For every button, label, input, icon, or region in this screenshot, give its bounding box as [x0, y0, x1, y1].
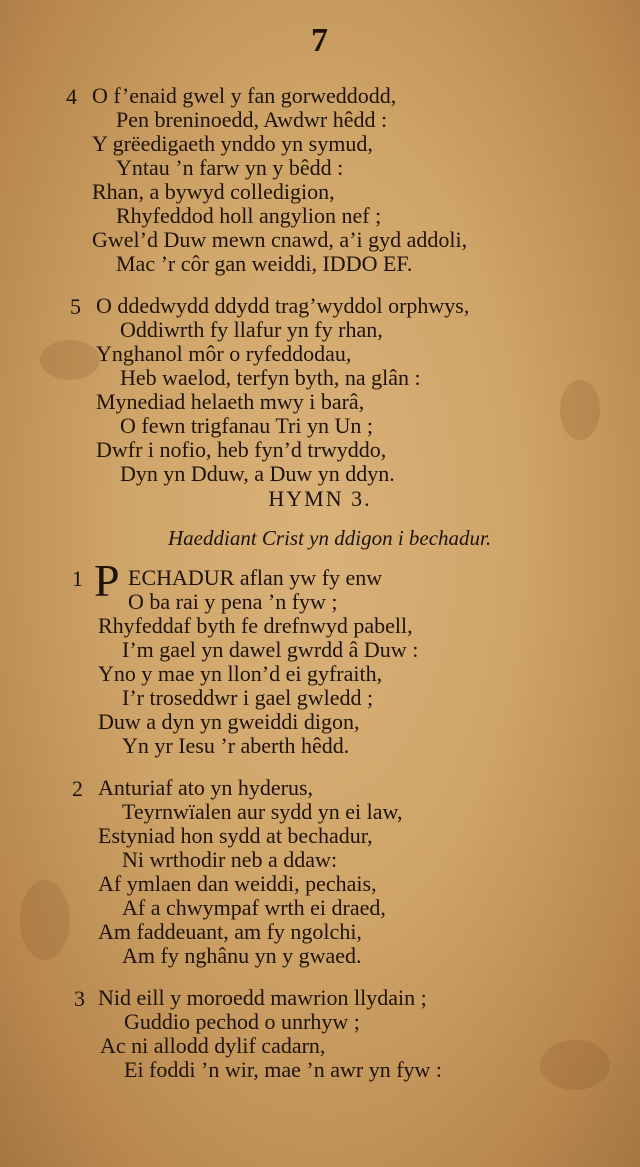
verse-line: Gwel’d Duw mewn cnawd, a’i gyd addoli,	[92, 227, 468, 252]
verse-line: Yntau ’n farw yn y bêdd :	[116, 155, 344, 180]
verse-line: Rhyfeddod holl angylion nef ;	[116, 203, 382, 228]
verse-line: Pen breninoedd, Awdwr hêdd :	[116, 107, 388, 132]
paper-stain	[540, 1040, 610, 1090]
stanza-number: 4	[66, 84, 77, 109]
verse-line: Rhan, a bywyd colledigion,	[92, 179, 335, 204]
verse-line: O ba rai y pena ’n fyw ;	[128, 589, 338, 614]
verse-line: Ac ni allodd dylif cadarn,	[100, 1033, 326, 1058]
verse-line: I’r troseddwr i gael gwledd ;	[122, 685, 374, 710]
verse-line: Duw a dyn yn gweiddi digon,	[98, 709, 360, 734]
verse-line: Guddio pechod o unrhyw ;	[124, 1009, 360, 1034]
verse-line: Ni wrthodir neb a ddaw:	[122, 847, 338, 872]
verse-line: Teyrnwïalen aur sydd yn ei law,	[122, 799, 403, 824]
stanza-number: 1	[72, 566, 83, 591]
drop-cap: P	[94, 555, 120, 606]
verse-line: Dwfr i nofio, heb fyn’d trwyddo,	[96, 437, 387, 462]
first-word: ECHADUR	[128, 565, 235, 590]
verse-line: Ynghanol môr o ryfeddodau,	[96, 341, 352, 366]
verse-line	[128, 566, 382, 590]
verse-line: O fewn trigfanau Tri yn Un ;	[120, 413, 373, 438]
verse-line: Am faddeuant, am fy ngolchi,	[98, 919, 362, 944]
page-number: 7	[311, 22, 329, 59]
verse-line: Heb waelod, terfyn byth, na glân :	[120, 365, 421, 390]
verse-line: Rhyfeddaf byth fe drefnwyd pabell,	[98, 613, 413, 638]
paper-stain	[20, 880, 70, 960]
stanza-number: 3	[74, 986, 85, 1011]
verse-line: Mac ’r côr gan weiddi, IDDO EF.	[116, 251, 413, 276]
paper-stain	[40, 340, 100, 380]
verse-line: O f’enaid gwel y fan gorweddodd,	[92, 83, 397, 108]
verse-line: Dyn yn Dduw, a Duw yn ddyn.	[120, 461, 395, 486]
verse-line: Mynediad helaeth mwy i barâ,	[96, 389, 365, 414]
verse-line: Nid eill y moroedd mawrion llydain ;	[98, 985, 427, 1010]
verse-line: I’m gael yn dawel gwrdd â Duw :	[122, 637, 419, 662]
verse-line: Y grëedigaeth ynddo yn symud,	[92, 131, 373, 156]
verse-line: O ddedwydd ddydd trag’wyddol orphwys,	[96, 293, 470, 318]
verse-line: Oddiwrth fy llafur yn fy rhan,	[120, 317, 383, 342]
stanza-number: 2	[72, 776, 83, 801]
verse-line: Am fy nghânu yn y gwaed.	[122, 943, 362, 968]
hymn-title: HYMN 3.	[268, 486, 372, 511]
verse-line: Yno y mae yn llon’d ei gyfraith,	[98, 661, 383, 686]
paper-stain	[560, 380, 600, 440]
verse-line: Yn yr Iesu ’r aberth hêdd.	[122, 733, 350, 758]
verse-line: Anturiaf ato yn hyderus,	[98, 775, 314, 800]
hymn-subtitle: Haeddiant Crist yn ddigon i bechadur.	[168, 526, 492, 550]
verse-line: Af a chwympaf wrth ei draed,	[122, 895, 386, 920]
verse-line: Estyniad hon sydd at bechadur,	[98, 823, 373, 848]
verse-line: Ei foddi ’n wir, mae ’n awr yn fyw :	[124, 1057, 443, 1082]
stanza-number: 5	[70, 294, 81, 319]
verse-line: Af ymlaen dan weiddi, pechais,	[98, 871, 377, 896]
first-line-rest: aflan yw fy enw	[234, 565, 383, 590]
